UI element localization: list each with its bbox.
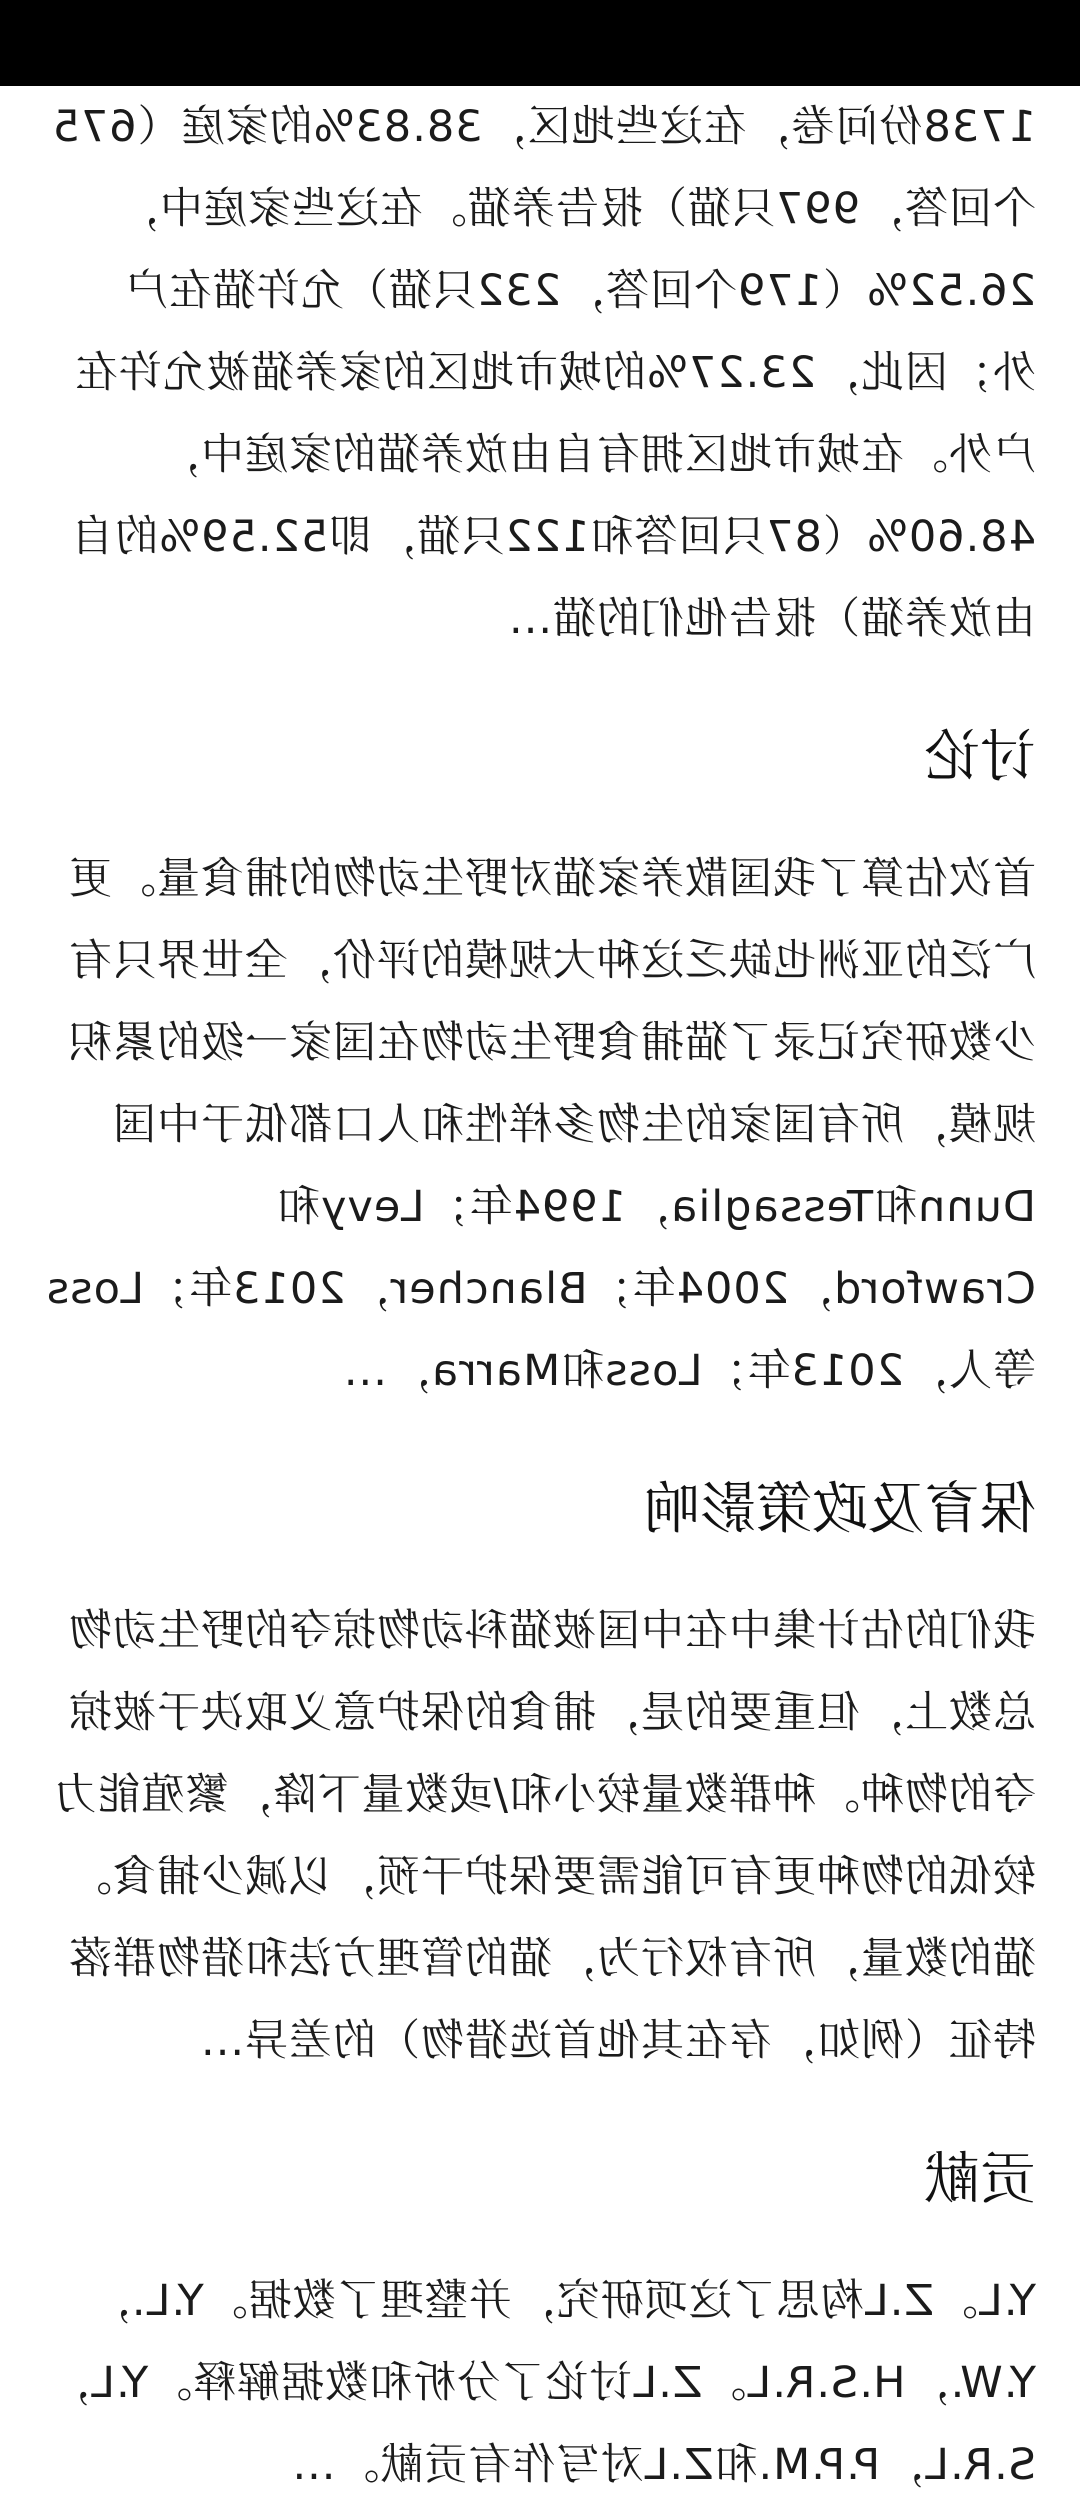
section-title-conservation: 保育及政策影响 xyxy=(644,1477,1036,1542)
discussion-paragraph: 首次估算了我国散养家猫对野生动物的捕食量。更广泛的亚洲也缺乏这种大规模的评价，全世界只有少数研究记录了猫捕食野生动物在国家一级的累积规模，所有国家的生物多样性和人口都低于中国Dunn和Tessaglia，1994年；Levy和Crawford，2004年；Blancher，2013年；Loss等人，2013年；Loss和Marra，... xyxy=(45,854,1036,1396)
contributions-paragraph: Y.L。Z.L构思了这项研究，并整理了数据。Y.L.，Y.W.，H.S.R.L。Z.L讨论了分析和数据解释。Y.L，S.R.L，P.P.M.和Z.L对写作有贡献。... xyxy=(46,2276,1036,2490)
article-content[interactable] xyxy=(0,86,1080,2490)
section-title-discussion: 讨论 xyxy=(924,725,1036,790)
status-bar xyxy=(0,0,1080,86)
section-title-contributions: 贡献 xyxy=(924,2147,1036,2212)
article-body xyxy=(44,86,1036,2506)
conservation-paragraph: 我们的估计集中在中国被猫科动物掠夺的野生动物总数上，但重要的是，捕食的保护意义取决于被掠夺的物种。种群数量较小和/或数量下降，繁殖能力较低的物种更有可能需要保护干预，以减少捕食。猫的数量，所有权行为，猫的管理方法和猎物群落特征（例如，存在其他首选猎物）的差异... xyxy=(52,1606,1036,2066)
results-paragraph: 1738份问卷，在这些地区，38.83%的家庭（675个回答，997只猫）报告养猫。在这些家庭中，26.52%（179个回答，232只猫）允许猫在户外；因此，23.27%的城市地区的家养猫被允许在户外。在城市地区拥有自由放养猫的家庭中，48.60%（87只回答和122只猫，即52.59%的自由放养猫）报告他们的猫... xyxy=(51,102,1036,644)
